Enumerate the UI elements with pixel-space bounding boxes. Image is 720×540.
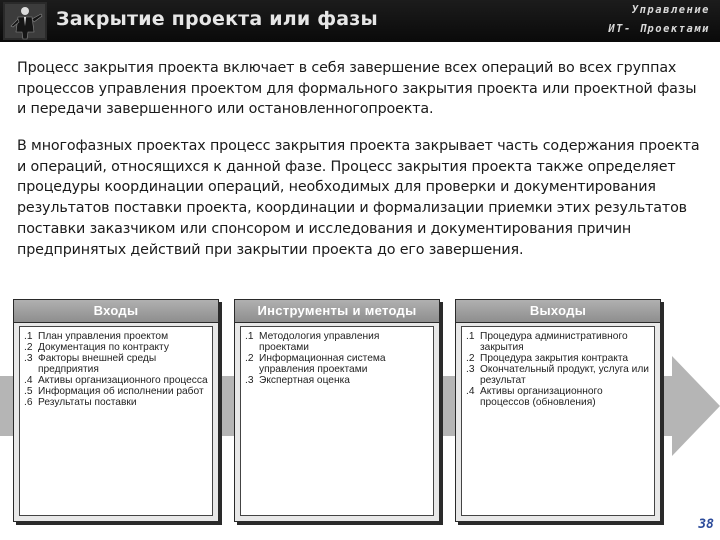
outputs-panel-body xyxy=(461,326,655,516)
header-bar xyxy=(0,0,720,42)
inputs-panel xyxy=(13,299,219,522)
list-item xyxy=(466,364,650,386)
inputs-list xyxy=(20,327,212,408)
item-text: Факторы внешней среды предприятия xyxy=(38,353,157,375)
tools-list xyxy=(241,327,433,386)
item-number: .5 xyxy=(24,386,33,397)
item-text: Информационная система управления проектами xyxy=(259,353,386,375)
item-number: .3 xyxy=(24,353,33,364)
list-item xyxy=(466,353,650,364)
list-item xyxy=(24,397,208,408)
item-number: .4 xyxy=(24,375,33,386)
item-number: .4 xyxy=(466,386,475,397)
item-text: План управления проектом xyxy=(38,331,169,342)
item-text: Активы организационного процесса xyxy=(38,375,208,386)
tools-panel xyxy=(234,299,440,522)
item-text: Информация об исполнении работ xyxy=(38,386,204,397)
item-number: .2 xyxy=(24,342,33,353)
brand-line-1: Управление xyxy=(631,4,710,16)
item-number: .1 xyxy=(24,331,33,342)
list-item xyxy=(24,342,208,353)
list-item xyxy=(245,375,429,386)
inputs-panel-title: Входы xyxy=(14,300,218,323)
item-number: .3 xyxy=(466,364,475,375)
item-number: .6 xyxy=(24,397,33,408)
tools-panel-body xyxy=(240,326,434,516)
intro-paragraph: Процесс закрытия проекта включает в себя завершение всех операций во всех группах процессов управления проектом для формального закрытия проекта или проектной фазы и передачи завершенного или остановленногопроекта. xyxy=(17,60,697,118)
list-item xyxy=(466,386,650,408)
item-text: Экспертная оценка xyxy=(259,375,350,386)
multiphase-paragraph: В многофазных проектах процесс закрытия проекта закрывает часть содержания проекта и операций, относящихся к данной фазе. Процесс закрытия проекта также определяет процедуры координации операций, необходимых для проверки и документирования результатов поставки проекта, координации и формализации приемки этих результатов поставки заказчиком или спонсором и исследования и документирования причин предпринятых действий при закрытии проекта до его завершения. xyxy=(17,138,700,258)
item-text: Документация по контракту xyxy=(38,342,169,353)
item-text: Методология управления проектами xyxy=(259,331,380,353)
item-text: Процедура закрытия контракта xyxy=(480,353,629,364)
page-number: 38 xyxy=(698,517,714,532)
item-text: Процедура административного закрытия xyxy=(480,331,628,353)
outputs-list xyxy=(462,327,654,408)
item-text: Результаты поставки xyxy=(38,397,137,408)
item-number: .3 xyxy=(245,375,254,386)
list-item xyxy=(24,353,208,375)
tools-panel-title: Инструменты и методы xyxy=(235,300,439,323)
item-text: Активы организационного процессов (обновления) xyxy=(480,386,603,408)
item-number: .2 xyxy=(466,353,475,364)
businessman-figure-icon xyxy=(3,2,47,40)
list-item xyxy=(24,386,208,397)
brand-logo-text xyxy=(608,1,710,39)
inputs-panel-body xyxy=(19,326,213,516)
list-item xyxy=(245,353,429,375)
outputs-panel xyxy=(455,299,661,522)
item-number: .1 xyxy=(245,331,254,342)
list-item xyxy=(24,375,208,386)
list-item xyxy=(24,331,208,342)
page-title: Закрытие проекта или фазы xyxy=(56,8,378,30)
list-item xyxy=(245,331,429,353)
item-number: .1 xyxy=(466,331,475,342)
item-text: Окончательный продукт, услуга или результат xyxy=(480,364,649,386)
item-number: .2 xyxy=(245,353,254,364)
list-item xyxy=(466,331,650,353)
outputs-panel-title: Выходы xyxy=(456,300,660,323)
brand-line-2: ИТ- Проектами xyxy=(608,23,710,35)
